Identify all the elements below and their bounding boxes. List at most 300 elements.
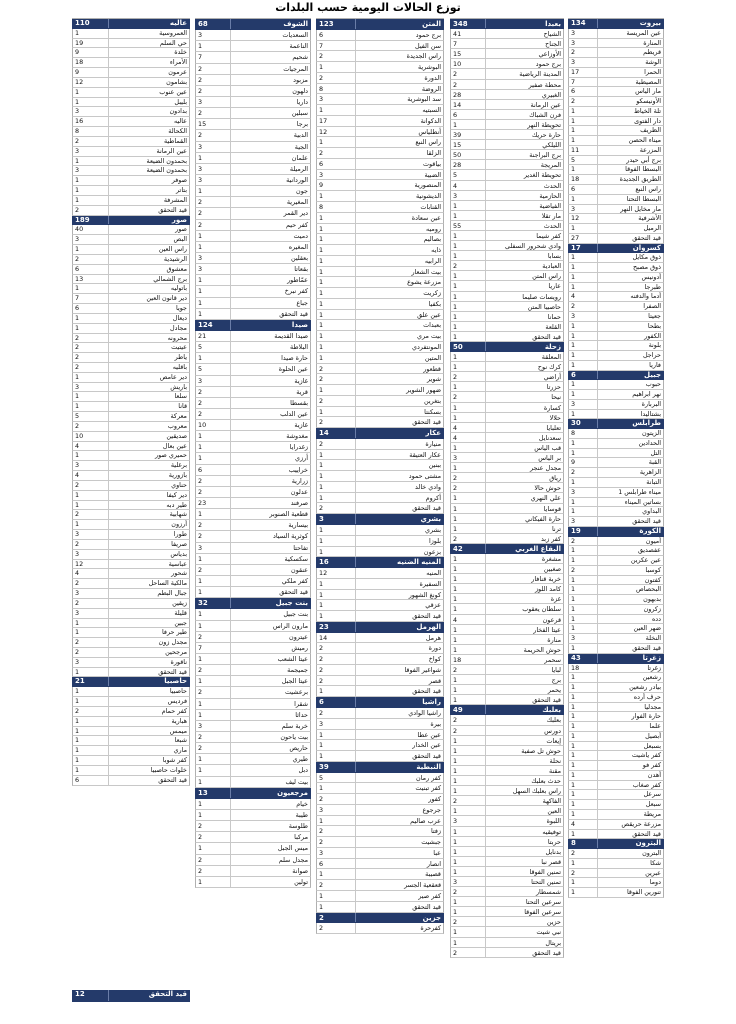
- town-row: [72, 432, 190, 442]
- town-name: ناقورة: [170, 657, 187, 666]
- case-count: 3: [569, 205, 598, 214]
- town-row: [316, 320, 444, 331]
- town-name: الجية: [294, 142, 308, 151]
- case-count: 6: [317, 159, 356, 169]
- case-count: 5: [196, 342, 231, 352]
- case-count: 3: [317, 805, 356, 815]
- town-name: بليبل: [174, 97, 187, 106]
- town-row: [195, 41, 311, 52]
- case-count: 1: [73, 392, 109, 401]
- town-row: [316, 816, 444, 827]
- case-count: 10: [196, 420, 231, 430]
- town-name: تفاحتا: [293, 543, 308, 552]
- town-row: [450, 382, 564, 392]
- town-row: [450, 837, 564, 847]
- town-name: السعديات: [282, 31, 308, 40]
- town-name: الأوزاعي: [538, 50, 561, 59]
- town-name: غازية: [294, 376, 308, 385]
- town-name: تنورين الفوقا: [626, 888, 661, 897]
- town-name: شحور: [171, 569, 187, 578]
- case-count: 4: [451, 423, 486, 432]
- town-row: [450, 130, 564, 140]
- town-row: [450, 897, 564, 907]
- town-name: عفصديق: [637, 546, 661, 555]
- case-count: 1: [569, 800, 598, 809]
- case-count: 2: [317, 923, 356, 933]
- town-row: [568, 576, 664, 586]
- town-row: [316, 482, 444, 493]
- case-count: 30: [569, 419, 598, 428]
- case-count: 1: [569, 703, 598, 712]
- case-count: 3: [317, 719, 356, 729]
- town-name: كواخ: [428, 655, 441, 664]
- town-name: عرمون: [168, 68, 187, 77]
- town-row: [316, 525, 444, 536]
- town-row: [568, 683, 664, 693]
- town-name: شوير: [427, 375, 441, 384]
- town-row: [568, 273, 664, 283]
- town-row: [72, 117, 190, 127]
- town-row: [450, 816, 564, 826]
- town-name: مغدوشة: [286, 432, 308, 441]
- case-count: 2: [196, 75, 231, 85]
- town-name: قيد التحقق: [158, 775, 187, 784]
- town-row: [568, 68, 664, 78]
- town-name: أرزون: [171, 520, 187, 529]
- town-name: عين الرمانة: [156, 146, 187, 155]
- town-row: [316, 633, 444, 644]
- town-name: عين المريسة: [626, 28, 661, 37]
- town-row: [450, 433, 564, 443]
- case-count: 3: [569, 400, 598, 409]
- case-count: 2: [451, 261, 486, 270]
- town-name: مريطة: [643, 810, 661, 819]
- town-row: [568, 78, 664, 88]
- case-count: 9: [317, 180, 356, 190]
- case-count: 6: [569, 371, 598, 380]
- town-row: [72, 186, 190, 196]
- town-name: البلاطة: [290, 343, 308, 352]
- town-name: رميش: [291, 643, 308, 652]
- case-count: 3: [569, 29, 598, 38]
- town-name: جميجمة: [287, 666, 308, 675]
- town-row: [450, 867, 564, 877]
- town-name: التل: [650, 448, 661, 457]
- town-row: [450, 594, 564, 604]
- case-count: 39: [317, 762, 356, 772]
- town-row: [568, 624, 664, 634]
- case-count: 1: [451, 604, 486, 613]
- town-row: [450, 766, 564, 776]
- town-row: [316, 116, 444, 127]
- town-name: سحمر: [544, 655, 561, 664]
- town-name: مجادل: [170, 323, 187, 332]
- town-row: [316, 288, 444, 299]
- town-name: نيحا: [551, 393, 561, 402]
- town-row: [195, 531, 311, 542]
- town-row: [316, 805, 444, 816]
- case-count: 19: [73, 39, 109, 48]
- case-count: 39: [451, 130, 486, 139]
- town-name: كفر فو: [642, 761, 661, 770]
- town-row: [72, 383, 190, 393]
- case-count: 1: [569, 273, 598, 282]
- case-count: 1: [451, 867, 486, 876]
- town-row: [450, 191, 564, 201]
- case-count: 18: [569, 664, 598, 673]
- town-row: [568, 341, 664, 351]
- case-count: 124: [196, 320, 231, 330]
- town-name: النخلة: [645, 634, 661, 643]
- town-name: مقنة: [548, 766, 561, 775]
- case-count: 3: [73, 658, 109, 667]
- town-row: [195, 465, 311, 476]
- case-count: 1: [569, 410, 598, 419]
- town-name: مجدل عنجر: [530, 464, 561, 473]
- case-count: 1: [196, 587, 231, 597]
- town-name: رشعين: [642, 673, 661, 682]
- case-count: 1: [569, 439, 598, 448]
- town-row: [568, 820, 664, 830]
- town-row: [568, 283, 664, 293]
- case-count: 1: [196, 621, 231, 631]
- town-name: كفرحرة: [420, 924, 441, 933]
- district-name: بنت جبيل: [275, 599, 308, 608]
- town-name: روميه: [426, 224, 441, 233]
- case-count: 2: [451, 372, 486, 381]
- town-row: [316, 708, 444, 719]
- town-name: كفر صير: [418, 892, 441, 901]
- town-name: عيتا الجبل: [281, 677, 308, 686]
- town-name: صديقين: [166, 431, 187, 440]
- district-header-row: [568, 244, 664, 254]
- town-row: [316, 30, 444, 41]
- town-row: [195, 687, 311, 698]
- case-count: 1: [569, 673, 598, 682]
- town-row: [195, 743, 311, 754]
- town-row: [450, 80, 564, 90]
- town-row: [450, 352, 564, 362]
- town-name: حناوي: [171, 480, 187, 489]
- town-name: الشياح: [543, 30, 561, 39]
- case-count: 1: [317, 407, 356, 417]
- town-name: المتين: [424, 353, 441, 362]
- town-name: ديعال: [172, 313, 187, 322]
- case-count: 2: [451, 665, 486, 674]
- town-name: الحازمية: [539, 191, 561, 200]
- town-row: [568, 117, 664, 127]
- town-name: قيد التحقق: [158, 205, 187, 214]
- town-name: حاريص: [289, 744, 308, 753]
- town-row: [568, 644, 664, 654]
- town-row: [568, 771, 664, 781]
- district-name: عاليه: [169, 19, 187, 27]
- town-row: [316, 676, 444, 687]
- town-row: [195, 64, 311, 75]
- town-name: برج حمود: [535, 60, 561, 69]
- case-count: 1: [317, 547, 356, 557]
- town-row: [568, 29, 664, 39]
- town-row: [316, 245, 444, 256]
- town-name: خربة قنافار: [531, 575, 561, 584]
- case-count: 1: [569, 722, 598, 731]
- case-count: 1: [569, 595, 598, 604]
- town-row: [72, 157, 190, 167]
- case-count: 2: [317, 913, 356, 923]
- town-row: [568, 292, 664, 302]
- case-count: 1: [569, 136, 598, 145]
- town-row: [568, 361, 664, 371]
- town-name: بدادون: [169, 107, 187, 116]
- case-count: 3: [196, 721, 231, 731]
- town-row: [195, 220, 311, 231]
- town-row: [450, 635, 564, 645]
- case-count: 3: [317, 514, 356, 524]
- town-name: كفتون: [644, 575, 661, 584]
- case-count: 3: [196, 142, 231, 152]
- case-count: 1: [73, 756, 109, 765]
- district-name: طرابلس: [632, 419, 661, 428]
- town-name: كوسبا: [645, 565, 661, 574]
- town-name: قيد التحقق: [279, 309, 308, 318]
- case-count: 1: [451, 120, 486, 129]
- town-row: [450, 120, 564, 130]
- town-row: [316, 611, 444, 622]
- case-count: 1: [196, 186, 231, 196]
- town-name: بيادر رشعين: [629, 683, 661, 692]
- town-row: [450, 574, 564, 584]
- case-count: 2: [196, 108, 231, 118]
- town-row: [195, 242, 311, 253]
- town-row: [72, 284, 190, 294]
- case-count: 1: [569, 498, 598, 507]
- case-count: 1: [451, 806, 486, 815]
- town-row: [72, 334, 190, 344]
- district-header-row: [568, 371, 664, 381]
- town-name: قصيبة: [425, 870, 441, 879]
- town-name: دورس: [544, 726, 561, 735]
- town-name: حزرتا: [546, 383, 561, 392]
- town-name: غازية: [294, 421, 308, 430]
- case-count: 2: [196, 687, 231, 697]
- town-name: صور: [175, 225, 187, 234]
- case-count: 2: [196, 855, 231, 865]
- case-count: 3: [196, 164, 231, 174]
- case-count: 12: [317, 568, 356, 578]
- town-name: المصيطبة: [635, 77, 661, 86]
- town-row: [568, 253, 664, 263]
- town-name: جويا: [176, 304, 187, 313]
- case-count: 1: [317, 320, 356, 330]
- case-count: 3: [317, 170, 356, 180]
- town-row: [450, 655, 564, 665]
- town-name: ضهر العين: [633, 624, 661, 633]
- case-count: 1: [196, 654, 231, 664]
- town-row: [72, 265, 190, 275]
- case-count: 2: [73, 638, 109, 647]
- town-row: [316, 568, 444, 579]
- case-count: 1: [73, 29, 109, 38]
- town-name: بقعاتا: [294, 265, 308, 274]
- case-count: 1: [73, 717, 109, 726]
- town-row: [72, 550, 190, 560]
- town-row: [195, 52, 311, 63]
- case-count: 55: [451, 221, 486, 230]
- case-count: 1: [196, 799, 231, 809]
- town-name: شمسطار: [535, 888, 561, 897]
- town-row: [72, 422, 190, 432]
- district-header-row: [568, 527, 664, 537]
- case-count: 1: [73, 766, 109, 775]
- town-row: [316, 191, 444, 202]
- town-row: [72, 520, 190, 530]
- town-name: سعدنايل: [538, 433, 561, 442]
- case-count: 3: [196, 543, 231, 553]
- case-count: 1: [317, 536, 356, 546]
- case-count: 1: [569, 380, 598, 389]
- town-row: [72, 736, 190, 746]
- district-column: [316, 18, 444, 934]
- district-name: البترون: [635, 839, 661, 848]
- town-name: الأونيسكو: [636, 97, 661, 106]
- town-name: قصر نبا: [541, 857, 561, 866]
- town-row: [195, 665, 311, 676]
- town-name: ضهور الشوير: [406, 386, 441, 395]
- town-name: سلعا: [174, 392, 187, 401]
- town-row: [72, 107, 190, 117]
- case-count: 1: [73, 284, 109, 293]
- town-row: [316, 547, 444, 558]
- case-count: 7: [73, 294, 109, 303]
- town-row: [72, 599, 190, 609]
- town-row: [316, 73, 444, 84]
- town-row: [72, 363, 190, 373]
- case-count: 1: [451, 352, 486, 361]
- town-row: [568, 507, 664, 517]
- case-count: 1: [317, 137, 356, 147]
- town-row: [72, 638, 190, 648]
- town-row: [568, 605, 664, 615]
- case-count: 1: [196, 431, 231, 441]
- town-row: [72, 648, 190, 658]
- town-name: راس المتن: [532, 272, 561, 281]
- town-name: دده: [651, 614, 661, 623]
- town-name: عنقون: [291, 565, 308, 574]
- town-row: [568, 322, 664, 332]
- town-name: الحدادين: [638, 438, 661, 447]
- town-name: شبعا: [174, 736, 187, 745]
- town-row: [450, 322, 564, 332]
- town-name: المنصورية: [414, 181, 441, 190]
- town-name: زغدرايا: [289, 443, 308, 452]
- town-row: [195, 342, 311, 353]
- case-count: 2: [569, 566, 598, 575]
- town-row: [316, 353, 444, 364]
- town-row: [316, 665, 444, 676]
- town-name: الجناح: [545, 40, 561, 49]
- town-name: يحمر: [547, 686, 561, 695]
- town-row: [195, 676, 311, 687]
- district-header-row: [450, 705, 564, 715]
- town-row: [316, 224, 444, 235]
- town-row: [316, 342, 444, 353]
- town-row: [450, 211, 564, 221]
- town-row: [568, 498, 664, 508]
- town-row: [72, 471, 190, 481]
- town-row: [195, 387, 311, 398]
- town-row: [450, 887, 564, 897]
- town-row: [450, 948, 564, 958]
- case-count: 2: [317, 676, 356, 686]
- town-row: [568, 556, 664, 566]
- case-count: 3: [73, 147, 109, 156]
- town-name: الدكوانة: [420, 116, 441, 125]
- case-count: 9: [73, 68, 109, 77]
- town-name: قيد التحقق: [412, 418, 441, 427]
- town-row: [72, 98, 190, 108]
- case-count: 1: [569, 742, 598, 751]
- town-name: كفور: [428, 795, 441, 804]
- case-count: 2: [317, 643, 356, 653]
- town-row: [72, 343, 190, 353]
- case-count: 2: [196, 476, 231, 486]
- town-row: [450, 483, 564, 493]
- case-count: 1: [569, 556, 598, 565]
- case-count: 1: [73, 402, 109, 411]
- case-count: 3: [569, 39, 598, 48]
- town-name: الحدث: [543, 181, 561, 190]
- town-row: [568, 537, 664, 547]
- town-row: [316, 923, 444, 934]
- town-row: [568, 478, 664, 488]
- town-row: [568, 195, 664, 205]
- town-row: [195, 498, 311, 509]
- town-row: [450, 59, 564, 69]
- town-name: برجا: [296, 120, 308, 129]
- town-row: [450, 564, 564, 574]
- case-count: 6: [73, 776, 109, 785]
- town-row: [72, 687, 190, 697]
- town-name: الرابيه: [424, 256, 441, 265]
- town-row: [568, 165, 664, 175]
- town-name: قيد التحقق: [279, 588, 308, 597]
- town-row: [316, 127, 444, 138]
- town-name: طبرجا: [644, 282, 661, 291]
- case-count: 4: [451, 181, 486, 190]
- town-name: ترنا: [551, 524, 561, 533]
- town-name: الظريف: [640, 126, 661, 135]
- town-name: ميس الجبل: [277, 844, 308, 853]
- town-name: دورة: [428, 644, 441, 653]
- town-row: [316, 794, 444, 805]
- town-row: [316, 654, 444, 665]
- town-name: بياقوت: [422, 159, 441, 168]
- case-count: 1: [451, 897, 486, 906]
- town-row: [450, 261, 564, 271]
- town-name: بلونة: [648, 341, 661, 350]
- town-row: [568, 869, 664, 879]
- town-row: [316, 536, 444, 547]
- case-count: 1: [451, 635, 486, 644]
- town-row: [195, 164, 311, 175]
- case-count: 50: [451, 150, 486, 159]
- town-name: قيد التحقق: [632, 644, 661, 652]
- town-row: [72, 501, 190, 511]
- town-name: بدبهون: [643, 595, 661, 604]
- town-row: [568, 761, 664, 771]
- town-name: مجدليا: [644, 702, 661, 711]
- case-count: 3: [451, 191, 486, 200]
